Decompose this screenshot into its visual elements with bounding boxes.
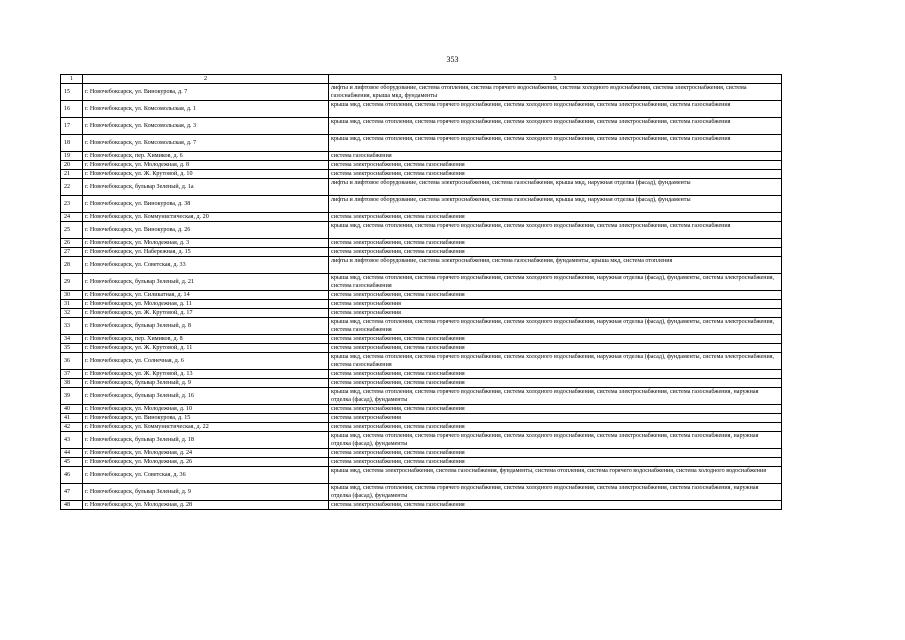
row-works: система газоснабжения: [329, 152, 782, 161]
row-number: 33: [61, 318, 83, 335]
row-number: 32: [61, 309, 83, 318]
table-header-row: [61, 75, 782, 84]
row-number: 23: [61, 196, 83, 213]
row-works: крыша мкд, система отопления, система горячего водоснабжения, система холодного водоснабжения, система электроснабжения, система газоснабжения: [329, 118, 782, 135]
row-address: г. Новочебоксарск, ул. Комсомольская, д. 3: [83, 118, 329, 135]
row-number: 25: [61, 222, 83, 239]
row-address: г. Новочебоксарск, бульвар Зеленый, д. 1а: [83, 179, 329, 196]
row-address: г. Новочебоксарск, ул. Молодежная, д. 8: [83, 161, 329, 170]
table-row: [61, 196, 782, 213]
table-row: [61, 335, 782, 344]
row-works: крыша мкд, система отопления, система горячего водоснабжения, система холодного водоснабжения, наружная отделка (фасад), фундаменты, система электроснабжения, система газоснабжения: [329, 353, 782, 370]
row-address: г. Новочебоксарск, бульвар Зеленый, д. 16: [83, 388, 329, 405]
row-number: 42: [61, 423, 83, 432]
row-works: крыша мкд, система отопления, система горячего водоснабжения, система холодного водоснабжения, система электроснабжения, система газоснабжения: [329, 101, 782, 118]
table-row: [61, 213, 782, 222]
row-works: система электроснабжения, система газоснабжения: [329, 161, 782, 170]
table-row: [61, 353, 782, 370]
header-col-number: 1: [61, 75, 83, 84]
table-row: [61, 239, 782, 248]
row-number: 47: [61, 484, 83, 501]
buildings-table: [60, 74, 782, 510]
row-address: г. Новочебоксарск, ул. Советская, д. 36: [83, 467, 329, 484]
row-works: система электроснабжения, система газоснабжения: [329, 291, 782, 300]
row-works: система электроснабжения, система газоснабжения: [329, 213, 782, 222]
row-works: лифты и лифтовое оборудование, система отопления, система горячего водоснабжения, система холодного водоснабжения, система электроснабжения, система газоснабжения, крыша мкд, фундаменты: [329, 84, 782, 101]
row-address: г. Новочебоксарск, ул. Ж. Крутовой, д. 10: [83, 170, 329, 179]
row-number: 46: [61, 467, 83, 484]
row-works: система электроснабжения, система газоснабжения: [329, 248, 782, 257]
row-address: г. Новочебоксарск, ул. Ж. Крутовой, д. 13: [83, 370, 329, 379]
row-works: лифты и лифтовое оборудование, система электроснабжения, система газоснабжения, фундаменты, крыша мкд, система отопления: [329, 257, 782, 274]
row-address: г. Новочебоксарск, пер. Химиков, д. 8: [83, 335, 329, 344]
row-number: 35: [61, 344, 83, 353]
row-works: система электроснабжения, система газоснабжения: [329, 239, 782, 248]
row-works: система электроснабжения, система газоснабжения: [329, 449, 782, 458]
table-row: [61, 344, 782, 353]
row-address: г. Новочебоксарск, ул. Винокурова, д. 7: [83, 84, 329, 101]
table-row: [61, 432, 782, 449]
table-row: [61, 170, 782, 179]
row-number: 18: [61, 135, 83, 152]
page-number: 353: [446, 55, 459, 64]
row-works: система электроснабжения, система газоснабжения: [329, 379, 782, 388]
row-number: 37: [61, 370, 83, 379]
row-address: г. Новочебоксарск, ул. Винокурова, д. 15: [83, 414, 329, 423]
row-number: 30: [61, 291, 83, 300]
row-number: 22: [61, 179, 83, 196]
row-works: система электроснабжения: [329, 309, 782, 318]
row-works: система электроснабжения, система газоснабжения: [329, 405, 782, 414]
row-works: крыша мкд, система отопления, система горячего водоснабжения, система холодного водоснабжения, система электроснабжения, система газоснабжения: [329, 135, 782, 152]
row-address: г. Новочебоксарск, ул. Молодежная, д. 26: [83, 458, 329, 467]
table-row: [61, 135, 782, 152]
row-number: 31: [61, 300, 83, 309]
table-row: [61, 370, 782, 379]
table-row: [61, 379, 782, 388]
row-works: крыша мкд, система отопления, система горячего водоснабжения, система холодного водоснабжения, система электроснабжения, система газоснабжения, наружная отделка (фасад), фундаменты: [329, 388, 782, 405]
table-row: [61, 388, 782, 405]
table-row: [61, 458, 782, 467]
row-number: 15: [61, 84, 83, 101]
row-address: г. Новочебоксарск, ул. Советская, д. 33: [83, 257, 329, 274]
row-works: система электроснабжения, система газоснабжения: [329, 170, 782, 179]
row-address: г. Новочебоксарск, ул. Ж. Крутовой, д. 17: [83, 309, 329, 318]
row-address: г. Новочебоксарск, ул. Солнечная, д. 6: [83, 353, 329, 370]
row-number: 41: [61, 414, 83, 423]
table-row: [61, 257, 782, 274]
table-row: [61, 101, 782, 118]
row-address: г. Новочебоксарск, ул. Винокурова, д. 38: [83, 196, 329, 213]
table-row: [61, 414, 782, 423]
row-number: 38: [61, 379, 83, 388]
row-works: система электроснабжения: [329, 414, 782, 423]
table-row: [61, 84, 782, 101]
row-address: г. Новочебоксарск, бульвар Зеленый, д. 21: [83, 274, 329, 291]
row-number: 17: [61, 118, 83, 135]
row-number: 26: [61, 239, 83, 248]
row-works: система электроснабжения, система газоснабжения: [329, 344, 782, 353]
row-number: 16: [61, 101, 83, 118]
header-col-address: 2: [83, 75, 329, 84]
row-address: г. Новочебоксарск, ул. Коммунистическая, д. 22: [83, 423, 329, 432]
row-address: г. Новочебоксарск, бульвар Зеленый, д. 9: [83, 484, 329, 501]
row-works: лифты и лифтовое оборудование, система электроснабжения, система газоснабжения, крыша мкд, наружная отделка (фасад), фундаменты: [329, 179, 782, 196]
row-address: г. Новочебоксарск, ул. Силикатная, д. 14: [83, 291, 329, 300]
row-address: г. Новочебоксарск, ул. Молодежная, д. 24: [83, 449, 329, 458]
table-row: [61, 291, 782, 300]
row-number: 19: [61, 152, 83, 161]
row-works: крыша мкд, система отопления, система горячего водоснабжения, система холодного водоснабжения, система электроснабжения, система газоснабжения: [329, 222, 782, 239]
table-row: [61, 248, 782, 257]
table-row: [61, 179, 782, 196]
row-works: крыша мкд, система электроснабжения, система газоснабжения, фундаменты, система отопления, система горячего водоснабжения, система холодного водоснабжения: [329, 467, 782, 484]
row-address: г. Новочебоксарск, ул. Винокурова, д. 26: [83, 222, 329, 239]
row-address: г. Новочебоксарск, ул. Молодежная, д. 3: [83, 239, 329, 248]
row-address: г. Новочебоксарск, ул. Молодежная, д. 10: [83, 405, 329, 414]
table-row: [61, 222, 782, 239]
row-number: 27: [61, 248, 83, 257]
row-works: система электроснабжения, система газоснабжения: [329, 423, 782, 432]
row-works: крыша мкд, система отопления, система горячего водоснабжения, система холодного водоснабжения, наружная отделка (фасад), фундаменты, система электроснабжения, система газоснабжения: [329, 274, 782, 291]
row-address: г. Новочебоксарск, ул. Ж. Крутовой, д. 11: [83, 344, 329, 353]
table-row: [61, 501, 782, 510]
row-number: 36: [61, 353, 83, 370]
row-address: г. Новочебоксарск, бульвар Зеленый, д. 8: [83, 318, 329, 335]
table-row: [61, 423, 782, 432]
table-row: [61, 161, 782, 170]
table-row: [61, 152, 782, 161]
row-works: система электроснабжения, система газоснабжения: [329, 458, 782, 467]
row-works: лифты и лифтовое оборудование, система электроснабжения, система газоснабжения, крыша мкд, наружная отделка (фасад), фундаменты: [329, 196, 782, 213]
row-address: г. Новочебоксарск, ул. Молодежная, д. 28: [83, 501, 329, 510]
row-works: система электроснабжения: [329, 300, 782, 309]
table-row: [61, 484, 782, 501]
row-number: 45: [61, 458, 83, 467]
row-number: 29: [61, 274, 83, 291]
table-row: [61, 405, 782, 414]
row-address: г. Новочебоксарск, ул. Комсомольская, д. 1: [83, 101, 329, 118]
row-works: крыша мкд, система отопления, система горячего водоснабжения, система холодного водоснабжения, система электроснабжения, система газоснабжения, наружная отделка (фасад), фундаменты: [329, 432, 782, 449]
table-row: [61, 318, 782, 335]
row-address: г. Новочебоксарск, пер. Химиков, д. 6: [83, 152, 329, 161]
row-works: крыша мкд, система отопления, система горячего водоснабжения, система холодного водоснабжения, система электроснабжения, система газоснабжения, наружная отделка (фасад), фундаменты: [329, 484, 782, 501]
row-address: г. Новочебоксарск, ул. Набережная, д. 15: [83, 248, 329, 257]
table-row: [61, 309, 782, 318]
row-works: крыша мкд, система отопления, система горячего водоснабжения, система холодного водоснабжения, наружная отделка (фасад), фундаменты, система электроснабжения, система газоснабжения: [329, 318, 782, 335]
row-number: 43: [61, 432, 83, 449]
table-row: [61, 274, 782, 291]
table-row: [61, 467, 782, 484]
row-number: 34: [61, 335, 83, 344]
table-row: [61, 118, 782, 135]
table-row: [61, 300, 782, 309]
row-number: 39: [61, 388, 83, 405]
row-number: 24: [61, 213, 83, 222]
table-row: [61, 449, 782, 458]
row-number: 44: [61, 449, 83, 458]
row-address: г. Новочебоксарск, ул. Комсомольская, д. 7: [83, 135, 329, 152]
row-number: 48: [61, 501, 83, 510]
row-number: 28: [61, 257, 83, 274]
row-address: г. Новочебоксарск, бульвар Зеленый, д. 18: [83, 432, 329, 449]
row-number: 40: [61, 405, 83, 414]
row-number: 21: [61, 170, 83, 179]
row-works: система электроснабжения, система газоснабжения: [329, 501, 782, 510]
row-number: 20: [61, 161, 83, 170]
row-address: г. Новочебоксарск, ул. Молодежная, д. 11: [83, 300, 329, 309]
row-address: г. Новочебоксарск, бульвар Зеленый, д. 9: [83, 379, 329, 388]
header-col-works: 3: [329, 75, 782, 84]
row-address: г. Новочебоксарск, ул. Коммунистическая, д. 20: [83, 213, 329, 222]
row-works: система электроснабжения, система газоснабжения: [329, 370, 782, 379]
row-works: система электроснабжения, система газоснабжения: [329, 335, 782, 344]
